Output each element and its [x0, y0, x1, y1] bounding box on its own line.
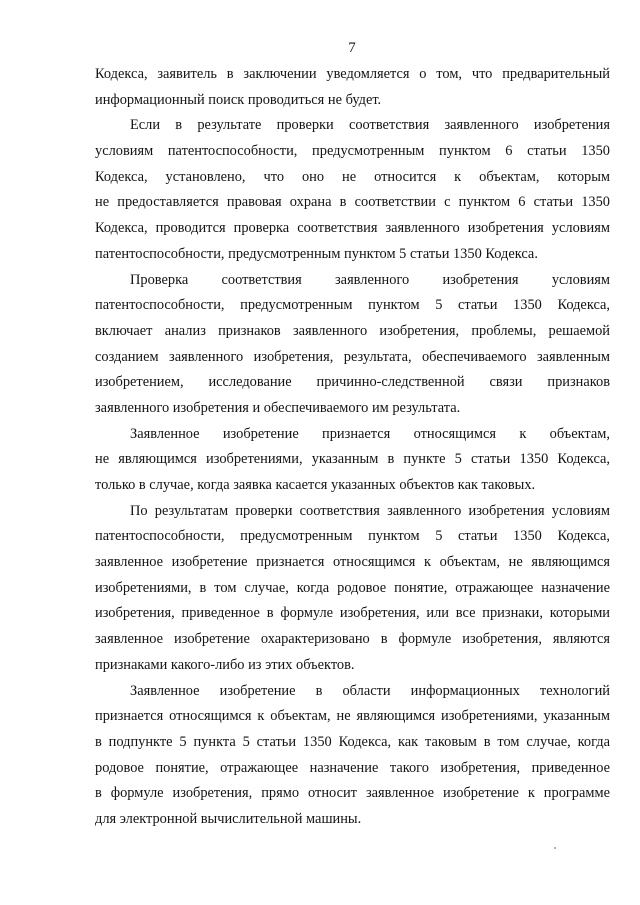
text-line: изобретениями, в том случае, когда родовое понятие, отражающее назначение — [95, 579, 610, 596]
text-line: Заявленное изобретение в области информационных технологий — [130, 682, 610, 699]
text-line: признается относящимся к объектам, не являющимся изобретениями, указанным — [95, 708, 610, 725]
paragraph — [95, 679, 610, 833]
paragraph — [95, 113, 610, 267]
scan-speck — [554, 847, 556, 849]
text-line: информационный поиск проводиться не будет. — [95, 91, 382, 108]
text-line: для электронной вычислительной машины. — [95, 810, 362, 827]
text-line: патентоспособности, предусмотренным пунктом 5 статьи 1350 Кодекса. — [95, 245, 538, 262]
paragraph — [95, 422, 610, 499]
text-line: Кодекса, установлено, что оно не относится к объектам, которым — [95, 168, 610, 185]
text-line: изобретением, исследование причинно-следственной связи признаков — [95, 374, 610, 391]
text-line: Проверка соответствия заявленного изобретения условиям — [130, 271, 610, 288]
document-body — [95, 62, 610, 833]
text-line: патентоспособности, предусмотренным пунктом 5 статьи 1350 Кодекса, — [95, 528, 610, 545]
text-line: Кодекса, заявитель в заключении уведомляется о том, что предварительный — [95, 66, 610, 82]
text-line: не являющимся изобретениями, указанным в пункте 5 статьи 1350 Кодекса, — [95, 451, 610, 468]
text-line: Кодекса, проводится проверка соответствия заявленного изобретения условиям — [95, 220, 610, 237]
text-line: созданием заявленного изобретения, результата, обеспечиваемого заявленным — [95, 348, 610, 365]
text-line: Если в результате проверки соответствия заявленного изобретения — [130, 117, 610, 134]
text-line: только в случае, когда заявка касается указанных объектов как таковых. — [95, 477, 536, 493]
text-line: включает анализ признаков заявленного изобретения, проблемы, решаемой — [95, 322, 610, 339]
text-line: в формуле изобретения, прямо относит заявленное изобретение к программе — [95, 785, 610, 802]
text-line: не предоставляется правовая охрана в соответствии с пунктом 6 статьи 1350 — [95, 194, 610, 211]
text-line: изобретения, приведенное в формуле изобретения, или все признаки, которыми — [95, 605, 610, 622]
paragraph — [95, 499, 610, 679]
text-line: заявленного изобретения и обеспечиваемого им результата. — [95, 399, 461, 416]
text-line: По результатам проверки соответствия заявленного изобретения условиям — [130, 502, 610, 519]
text-line: заявленное изобретение признается относящимся к объектам, не являющимся — [95, 554, 610, 571]
text-line: заявленное изобретение охарактеризовано в формуле изобретения, являются — [95, 631, 610, 648]
paragraph — [95, 62, 610, 113]
paragraph — [95, 268, 610, 422]
text-line: в подпункте 5 пункта 5 статьи 1350 Кодекса, как таковым в том случае, когда — [95, 733, 610, 750]
text-line: Заявленное изобретение признается относящимся к объектам, — [130, 425, 610, 442]
text-line: признаками какого-либо из этих объектов. — [95, 656, 355, 673]
text-line: патентоспособности, предусмотренным пунктом 5 статьи 1350 Кодекса, — [95, 297, 610, 314]
page-number: 7 — [348, 40, 356, 56]
text-line: условиям патентоспособности, предусмотренным пунктом 6 статьи 1350 — [95, 143, 610, 160]
text-line: родовое понятие, отражающее назначение такого изобретения, приведенное — [95, 759, 610, 776]
